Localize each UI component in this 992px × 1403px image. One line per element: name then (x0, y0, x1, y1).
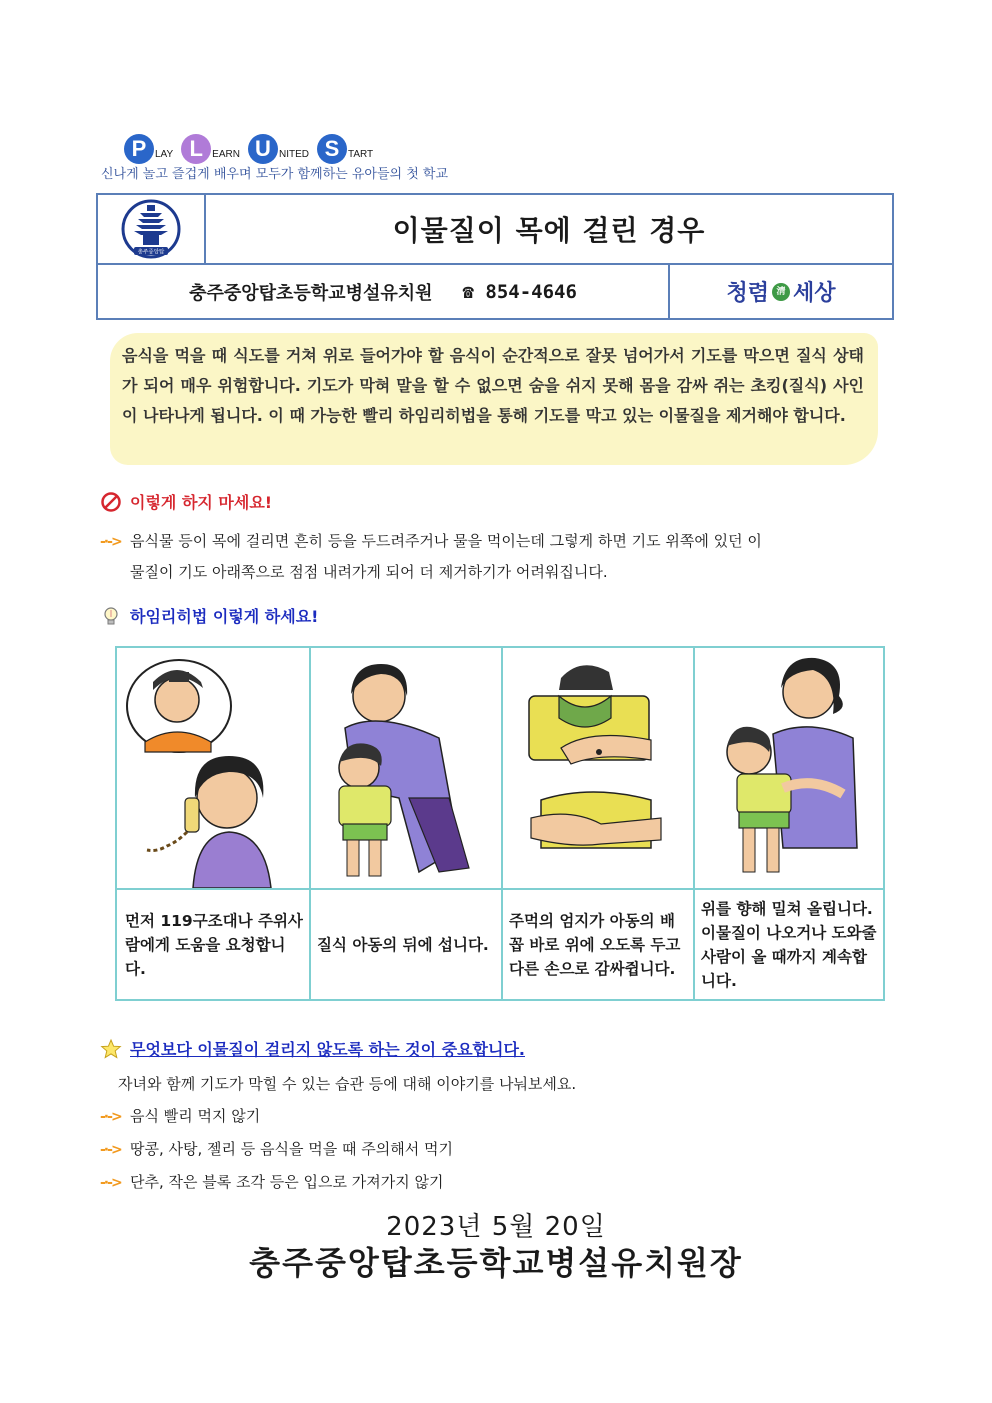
slogan: 신나게 놀고 즐겁게 배우며 모두가 함께하는 유아들의 첫 학교 (101, 167, 449, 182)
step-2-caption: 질식 아동의 뒤에 섭니다. (317, 935, 489, 954)
list-item (100, 1100, 576, 1133)
step-4 (693, 648, 883, 999)
plus-s (317, 134, 373, 164)
list-item-text: 음식 빨리 먹지 않기 (130, 1107, 261, 1125)
step-3-illustration (501, 648, 693, 890)
p-badge: P (124, 134, 154, 164)
intro-paragraph: 음식을 먹을 때 식도를 거쳐 위로 들어가야 할 음식이 순간적으로 잘못 넘어가서 기도를 막으면 질식 상태가 되어 매우 위험합니다. 기도가 막혀 말을 할 수 없으면 숨을 쉬지 못해 몸을 감싸 쥐는 초킹(질식) 사인이 나타나게 됩니다. 이 때 가능한 빨리 하임리히법을 통해 기도를 막고 있는 이물질을 제거해야 합니다. (110, 333, 878, 465)
school-emblem-cell (98, 195, 206, 263)
list-item (100, 1166, 576, 1199)
plus-u (248, 134, 309, 164)
school-info (98, 265, 670, 318)
signature: 충주중앙탑초등학교병설유치원장 (249, 1244, 743, 1282)
step-1-illustration (117, 648, 309, 890)
lightbulb-icon (100, 605, 122, 627)
heimlich-heading-text: 하임리히법 이렇게 하세요! (130, 607, 319, 626)
motto-right: 세상 (793, 281, 836, 306)
heimlich-heading (100, 604, 318, 627)
list-item (100, 1133, 576, 1166)
u-word: NITED (278, 149, 309, 160)
heimlich-steps-table (115, 646, 885, 1001)
prohibited-icon (100, 491, 122, 513)
s-badge: S (317, 134, 347, 164)
thrust-upward-illustration-icon (693, 648, 883, 888)
p-word: LAY (155, 149, 174, 160)
dont-line-1: 음식물 등이 목에 걸리면 흔히 등을 두드려주거나 물을 먹이는데 그렇게 하면 기도 위쪽에 있던 이 (130, 532, 762, 550)
arrow-icon: -·-> (100, 534, 121, 550)
step-1 (117, 648, 311, 999)
step-3 (501, 648, 695, 999)
step-3-caption: 주먹의 엄지가 아동의 배꼽 바로 위에 오도록 두고 다른 손으로 감싸쥡니다. (509, 911, 681, 978)
step-4-illustration (693, 648, 883, 890)
motto-badge: 淸 (772, 283, 790, 301)
s-word: TART (347, 149, 374, 160)
prevent-heading-text: 무엇보다 이물질이 걸리지 않도록 하는 것이 중요합니다. (130, 1040, 525, 1059)
stand-behind-illustration-icon (309, 648, 501, 888)
issue-date: 2023년 5월 20일 (386, 1212, 606, 1242)
dont-line-2: 물질이 기도 아래쪽으로 점점 내려가게 되어 더 제거하기가 어려워집니다. (130, 563, 608, 581)
prevent-list (100, 1068, 576, 1199)
arrow-icon: -·-> (100, 1109, 121, 1125)
school-name: 충주중앙탑초등학교병설유치원 (189, 282, 433, 304)
arrow-icon: -·-> (100, 1175, 121, 1191)
step-1-caption: 먼저 119구조대나 주위사람에게 도움을 요청합니다. (125, 911, 303, 978)
phone-number: ☎ 854-4646 (462, 280, 577, 303)
dont-paragraph (100, 526, 894, 587)
step-2 (309, 648, 503, 999)
prevent-heading (100, 1037, 525, 1060)
prevent-lead: 자녀와 함께 기도가 막힐 수 있는 습관 등에 대해 이야기를 나눠보세요. (118, 1075, 577, 1093)
list-item-text: 땅콩, 사탕, 젤리 등 음식을 먹을 때 주의해서 먹기 (130, 1140, 453, 1158)
plus-logo (124, 130, 381, 164)
dont-heading (100, 490, 272, 513)
plus-p (124, 134, 173, 164)
phone-call-illustration-icon (117, 648, 309, 888)
plus-l (181, 134, 240, 164)
page-title: 이물질이 목에 걸린 경우 (392, 214, 706, 247)
list-item-text: 단추, 작은 블록 조각 등은 입으로 가져가지 않기 (130, 1173, 444, 1191)
motto-left: 청렴 (726, 281, 769, 306)
emblem-text: 충주중앙탑 (137, 249, 165, 256)
arrow-icon: -·-> (100, 1142, 121, 1158)
u-badge: U (248, 134, 278, 164)
pagoda-emblem-icon (98, 195, 204, 263)
dont-heading-text: 이렇게 하지 마세요! (130, 493, 273, 512)
header-row-2 (98, 263, 892, 318)
star-icon (100, 1038, 122, 1060)
step-4-caption: 위를 향해 밀쳐 올립니다. 이물질이 나오거나 도와줄 사람이 올 때까지 계속합니다. (701, 899, 877, 990)
l-badge: L (181, 134, 211, 164)
integrity-motto (670, 265, 892, 318)
step-2-illustration (309, 648, 501, 890)
fist-position-illustration-icon (501, 648, 693, 888)
l-word: EARN (212, 149, 240, 160)
header-table (96, 193, 894, 320)
